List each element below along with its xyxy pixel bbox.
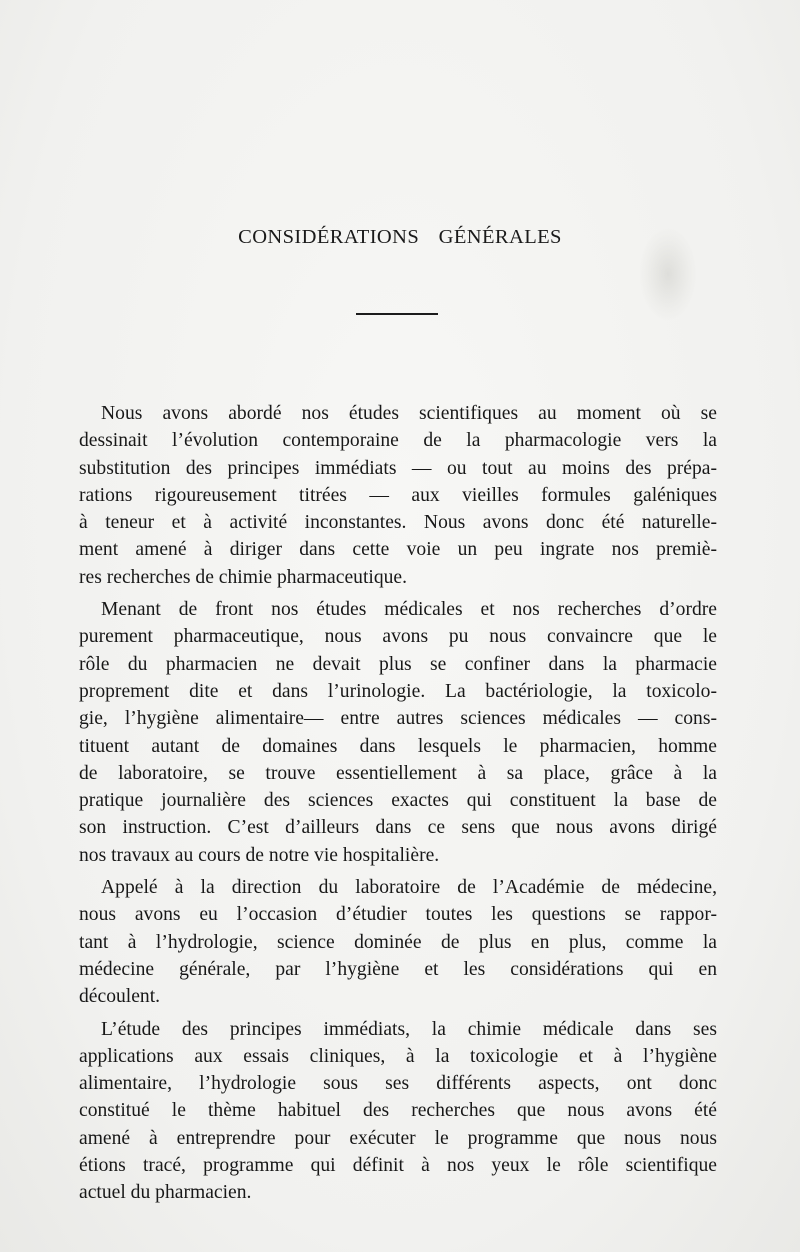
- text-line: Appelé à la direction du laboratoire de l’Académie de médecine,: [101, 877, 717, 899]
- text-line: étions tracé, programme qui définit à nos yeux le rôle scientifique: [79, 1155, 717, 1177]
- text-line: de laboratoire, se trouve essentiellement à sa place, grâce à la: [79, 762, 717, 784]
- paragraph-4: [79, 1016, 717, 1207]
- text-line: dessinait l’évolution contemporaine de la pharmacologie vers la: [79, 430, 717, 452]
- text-line: nos travaux au cours de notre vie hospitalière.: [79, 844, 440, 866]
- text-line: découlent.: [79, 986, 161, 1008]
- text-line: pratique journalière des sciences exactes qui constituent la base de: [79, 790, 717, 812]
- paragraph-1: [79, 400, 717, 591]
- text-line: L’étude des principes immédiats, la chimie médicale dans ses: [101, 1018, 717, 1040]
- text-line: substitution des principes immédiats — ou tout au moins des prépa-: [79, 457, 717, 479]
- text-line: alimentaire, l’hydrologie sous ses différents aspects, ont donc: [79, 1073, 717, 1095]
- body-text: [79, 400, 717, 1212]
- text-line: son instruction. C’est d’ailleurs dans ce sens que nous avons dirigé: [79, 817, 717, 839]
- text-line: à teneur et à activité inconstantes. Nous avons donc été naturelle-: [79, 512, 717, 534]
- text-line: Nous avons abordé nos études scientifiques au moment où se: [101, 403, 717, 424]
- paragraph-3: [79, 874, 717, 1010]
- text-line: purement pharmaceutique, nous avons pu nous convaincre que le: [79, 626, 717, 648]
- text-line: médecine générale, par l’hygiène et les considérations qui en: [79, 958, 717, 980]
- text-line: applications aux essais cliniques, à la toxicologie et à l’hygiène: [79, 1045, 717, 1067]
- page-title: CONSIDÉRATIONS GÉNÉRALES: [238, 226, 562, 248]
- text-line: proprement dite et dans l’urinologie. La bactériologie, la toxicolo-: [79, 680, 717, 702]
- text-line: tituent autant de domaines dans lesquels le pharmacien, homme: [79, 735, 717, 757]
- text-line: gie, l’hygiène alimentaire— entre autres sciences médicales — cons-: [79, 708, 717, 730]
- text-line: ment amené à diriger dans cette voie un peu ingrate nos premiè-: [79, 539, 717, 561]
- text-line: tant à l’hydrologie, science dominée de plus en plus, comme la: [79, 931, 717, 953]
- text-line: amené à entreprendre pour exécuter le programme que nous nous: [79, 1127, 717, 1149]
- text-line: rations rigoureusement titrées — aux vieilles formules galéniques: [79, 484, 717, 506]
- title-rule-divider: [356, 313, 438, 315]
- paragraph-2: [79, 596, 717, 869]
- text-line: res recherches de chimie pharmaceutique.: [79, 566, 408, 588]
- text-line: actuel du pharmacien.: [79, 1182, 252, 1204]
- text-line: rôle du pharmacien ne devait plus se confiner dans la pharmacie: [79, 653, 717, 675]
- text-line: nous avons eu l’occasion d’étudier toutes les questions se rappor-: [79, 904, 717, 926]
- text-line: Menant de front nos études médicales et nos recherches d’ordre: [101, 599, 717, 621]
- text-line: constitué le thème habituel des recherches que nous avons été: [79, 1100, 717, 1122]
